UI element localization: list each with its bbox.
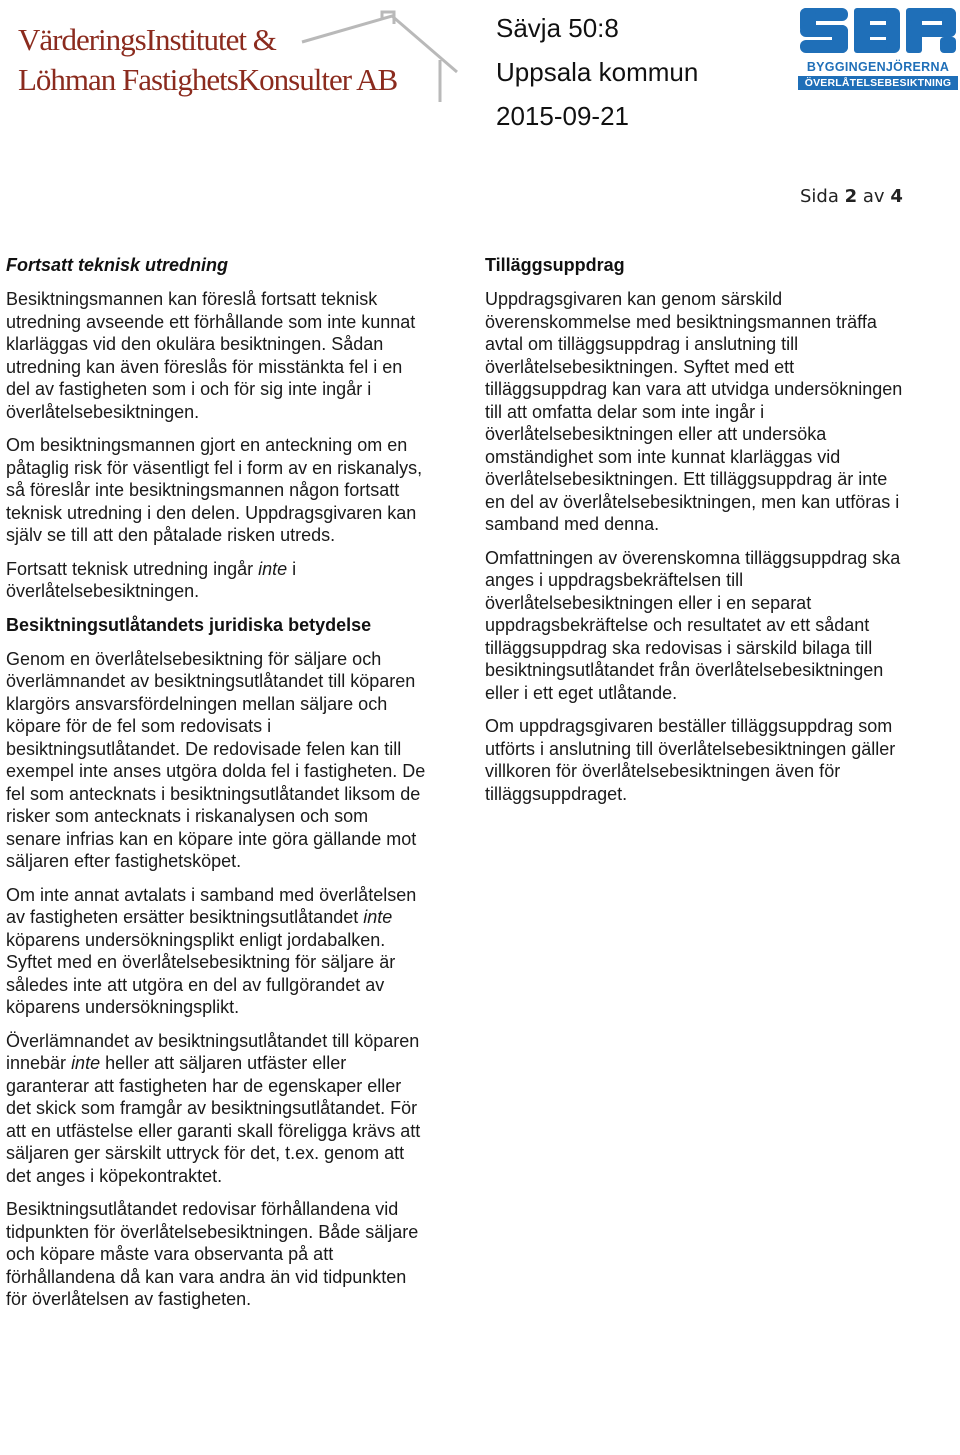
heading-juridisk-betydelse: Besiktningsutlåtandets juridiska betydelse xyxy=(6,614,372,635)
company-logo xyxy=(12,10,452,105)
sbr-tagline: ÖVERLÅTELSEBESIKTNING xyxy=(798,76,958,90)
page-number xyxy=(800,186,903,207)
sbr-letters-icon xyxy=(798,6,958,56)
paragraph: Fortsatt teknisk utredning ingår inte i överlåtelsebesiktningen. xyxy=(6,558,297,601)
sbr-logo xyxy=(798,6,958,92)
paragraph: Besiktningsmannen kan föreslå fortsatt teknisk utredning avseende ett förhållande som inte kunnat klarläggas vid den okulära besiktningen. Sådan utredning kan även föreslås för misstänkta fel i en del av fastigheten som i och för sig inte ingår i överlåtelsebesiktningen. xyxy=(6,289,416,422)
paragraph: Besiktningsutlåtandet redovisar förhållandena vid tidpunkten för överlåtelsebesiktningen. Både säljare och köpare måste vara observanta på att förhållandena då kan vara andra än vid tidpunkten för överlåtelsen av fastigheten. xyxy=(6,1199,419,1309)
property-designation: Sävja 50:8 xyxy=(496,13,619,43)
page-current: 2 xyxy=(844,186,858,207)
left-column xyxy=(6,254,426,1322)
paragraph: Om besiktningsmannen gjort en anteckning om en påtaglig risk för väsentligt fel i form av en riskanalys, så föreslår inte besiktningsmannen någon fortsatt teknisk utredning i den delen. Uppdragsgivaren kan själv se till att den påtalade risken utreds. xyxy=(6,435,423,545)
company-name-line1: VärderingsInstitutet & xyxy=(18,22,276,57)
company-name-line2: Löhman FastighetsKonsulter AB xyxy=(18,62,398,97)
paragraph: Genom en överlåtelsebesiktning för säljare och överlämnandet av besiktningsutlåtandet till köparen klargörs ansvarsfördelningen mellan säljare och köpare för de fel som redovisats i besiktningsutlåtandet. De redovisade felen kan till exempel inte anses utgöra dolda fel i fastigheten. De fel som antecknats i besiktningsutlåtandet liksom de risker som antecknats i riskanalysen och som senare infrias kan en köpare inte göra gällande mot säljaren efter fastighetsköpet. xyxy=(6,648,426,871)
paragraph: Om uppdragsgivaren beställer tilläggsuppdrag som utförts i anslutning till överlåtelsebesiktningen gäller villkoren för överlåtelsebesiktningen även för tilläggsuppdraget. xyxy=(485,716,896,804)
property-info xyxy=(496,6,698,138)
paragraph: Överlämnandet av besiktningsutlåtandet till köparen innebär inte heller att säljaren utfäster eller garanterar att fastigheten har de egenskaper eller det skick som framgår av besiktningsutlåtandet. För att en utfästelse eller garanti skall föreligga krävs att säljaren ger särskilt uttryck för det, t.ex. genom att det anges i köpekontraktet. xyxy=(6,1030,421,1186)
page-total: 4 xyxy=(890,186,903,207)
heading-tillaggsuppdrag: Tilläggsuppdrag xyxy=(485,255,625,275)
paragraph: Uppdragsgivaren kan genom särskild överenskommelse med besiktningsmannen träffa avtal om tilläggsuppdrag i anslutning till överlåtelsebesiktningen. Syftet med ett tilläggsuppdrag kan vara att utvidga undersökningen till att omfatta delar som inte ingår i överlåtelsebesiktningen eller att undersöka omständighet som inte kunnat klarläggas vid överlåtelsebesiktningen. Ett tilläggsuppdrag är inte en del av överlåtelsebesiktningen, men kan utföras i samband med denna. xyxy=(485,289,903,534)
municipality: Uppsala kommun xyxy=(496,57,699,87)
paragraph: Om inte annat avtalats i samband med överlåtelsen av fastigheten ersätter besiktningsutlåtandet inte köparens undersökningsplikt enligt jordabalken. Syftet med en överlåtelsebesiktning för säljare är således inte att utgöra en del av fullgörandet av köparens undersökningsplikt. xyxy=(6,884,417,1017)
page-separator: av xyxy=(862,186,885,207)
page-header xyxy=(0,0,960,207)
heading-fortsatt-utredning: Fortsatt teknisk utredning xyxy=(6,255,229,275)
inspection-date: 2015-09-21 xyxy=(496,101,629,131)
right-column xyxy=(485,254,905,816)
paragraph: Omfattningen av överenskomna tilläggsuppdrag ska anges i uppdragsbekräftelsen till överlåtelsebesiktningen eller i en separat uppdragsbekräftelse och resultatet av ett sådant tilläggsuppdrag ska redovisas i särskild bilaga till besiktningsutlåtandet från överlåtelsebesiktningen eller i ett eget utlåtande. xyxy=(485,547,901,703)
page-prefix: Sida xyxy=(800,186,839,207)
sbr-name: BYGGINGENJÖRERNA xyxy=(806,60,950,74)
